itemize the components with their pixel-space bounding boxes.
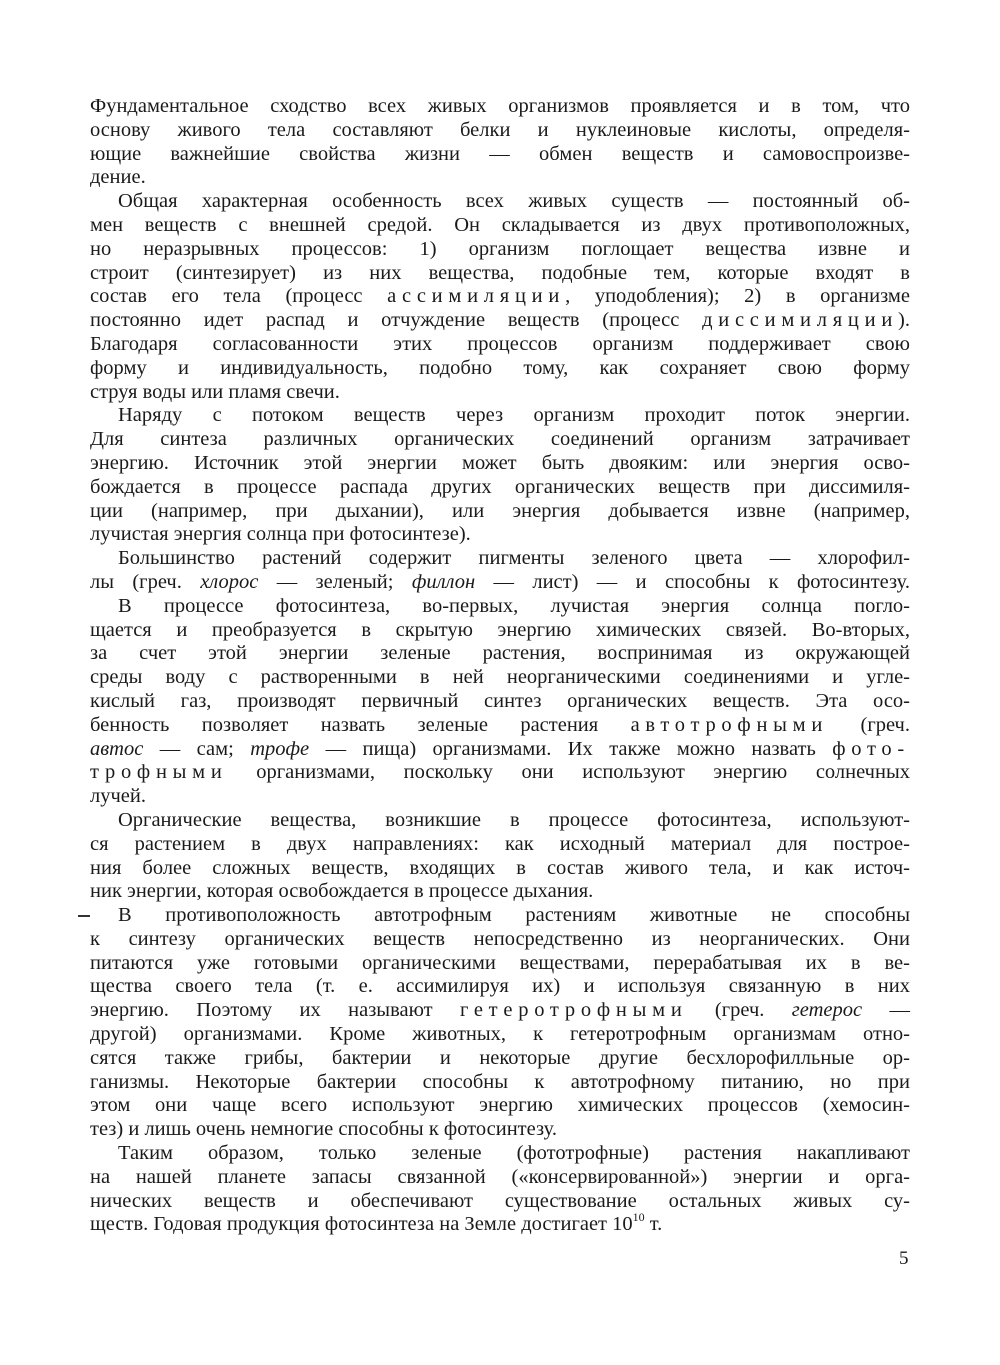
text-line	[90, 1118, 910, 1142]
text-line	[90, 785, 910, 809]
text-line	[90, 595, 910, 619]
paragraph	[90, 595, 910, 809]
text-run: на нашей планете запасы связанной («консервированной») энергии и орга-	[90, 1165, 910, 1188]
text-line	[90, 904, 910, 928]
text-run: — пища) организмами. Их также можно назвать	[309, 737, 833, 760]
text-line	[90, 523, 910, 547]
text-run: ганизмы. Некоторые бактерии способны к автотрофному питанию, но при	[90, 1070, 910, 1093]
text-run: форму и индивидуальность, подобно тому, как сохраняет свою форму	[90, 356, 910, 379]
text-run: Органические вещества, возникшие в процессе фотосинтеза, используют-	[118, 808, 910, 831]
text-line	[90, 214, 910, 238]
text-run: Наряду с потоком веществ через организм проходит поток энергии.	[118, 404, 910, 427]
text-run: (греч.	[687, 999, 792, 1022]
text-run: основу живого тела составляют белки и нуклеиновые кислоты, определя-	[90, 118, 910, 141]
text-line	[90, 857, 910, 881]
text-run: Для синтеза различных органических соединений организм затрачивает	[90, 428, 910, 451]
text-line	[90, 95, 910, 119]
paragraph	[90, 95, 910, 190]
text-line	[90, 1023, 910, 1047]
text-run: , уподобления); 2) в организме	[565, 285, 910, 308]
text-line	[90, 714, 910, 738]
text-run: другой) организмами. Кроме животных, к гетеротрофным организмам отно-	[90, 1023, 910, 1046]
italic-term: филлон	[411, 570, 476, 593]
paragraph	[90, 547, 910, 595]
paragraph	[90, 904, 910, 1142]
paragraph	[90, 1142, 910, 1237]
text-line	[90, 1094, 910, 1118]
text-line	[90, 404, 910, 428]
text-run: Большинство растений содержит пигменты зеленого цвета — хлорофил-	[118, 547, 910, 570]
spaced-term: автотрофными	[630, 713, 829, 736]
text-run: Благодаря согласованности этих процессов организм поддерживает свою	[90, 332, 910, 355]
text-run: этом они чаще всего используют энергию химических процессов (хемосин-	[90, 1094, 910, 1117]
text-run: щается и преобразуется в скрытую энергию химических связей. Во-вторых,	[90, 618, 910, 641]
paragraph	[90, 190, 910, 404]
text-run: т.	[644, 1213, 663, 1236]
text-line	[90, 143, 910, 167]
text-run: за счет этой энергии зеленые растения, воспринимая из окружающей	[90, 642, 910, 665]
text-run: бождается в процессе распада других органических веществ при диссимиля-	[90, 475, 910, 498]
text-line	[90, 809, 910, 833]
text-run: бенность позволяет назвать зеленые растения	[90, 713, 631, 736]
text-run: организмами, поскольку они используют энергию солнечных	[227, 761, 910, 784]
italic-term: трофе	[250, 737, 310, 760]
italic-term: гетерос	[791, 999, 863, 1022]
spaced-term: диссимиляции	[702, 309, 899, 332]
text-run: щества своего тела (т. е. ассимилируя их) и используя связанную в них	[90, 975, 910, 998]
text-run: Фундаментальное сходство всех живых организмов проявляется и в том, что	[90, 95, 910, 117]
text-line	[90, 1190, 910, 1214]
text-line	[90, 619, 910, 643]
italic-term: хлорос	[200, 570, 259, 593]
text-line	[90, 1071, 910, 1095]
text-line	[90, 928, 910, 952]
text-line	[90, 833, 910, 857]
text-run: мен веществ с внешней средой. Он складывается из двух противоположных,	[90, 213, 910, 236]
text-line	[90, 500, 910, 524]
text-run: дение.	[90, 166, 146, 189]
text-line	[90, 547, 910, 571]
text-run: струя воды или пламя свечи.	[90, 380, 340, 403]
text-run: сятся также грибы, бактерии и некоторые другие бесхлорофилльные ор-	[90, 1046, 910, 1069]
text-line	[90, 238, 910, 262]
text-run: (греч.	[828, 713, 910, 736]
text-run: Общая характерная особенность всех живых существ — постоянный об-	[118, 190, 910, 213]
text-line	[90, 285, 910, 309]
text-line	[90, 1142, 910, 1166]
text-line	[90, 357, 910, 381]
paragraph	[90, 404, 910, 547]
text-run: Таким образом, только зеленые (фототрофные) растения накапливают	[118, 1142, 910, 1165]
page-body-text	[90, 95, 910, 1237]
text-run: нических веществ и обеспечивают существование остальных живых су-	[90, 1189, 910, 1212]
text-run: состав его тела (процесс	[90, 285, 388, 308]
text-line	[90, 1210, 910, 1237]
text-run: —	[862, 999, 911, 1022]
spaced-term: гетеротрофными	[459, 999, 688, 1022]
text-run: — лист) — и способны к фотосинтезу.	[475, 570, 910, 593]
text-run: кислый газ, производят первичный синтез органических веществ. Эта осо-	[90, 689, 910, 712]
text-line	[90, 738, 910, 762]
text-line	[90, 880, 910, 904]
italic-term: автос	[90, 737, 144, 760]
text-run: — зеленый;	[258, 570, 412, 593]
page-number: 5	[899, 1248, 909, 1269]
text-run: тез) и лишь очень немногие способны к фотосинтезу.	[90, 1118, 557, 1141]
superscript: 10	[632, 1210, 645, 1225]
paragraph	[90, 809, 910, 904]
text-line	[90, 952, 910, 976]
text-line	[90, 1166, 910, 1190]
text-line	[90, 119, 910, 143]
text-line	[90, 476, 910, 500]
text-line	[90, 428, 910, 452]
text-line	[90, 571, 910, 595]
text-run: В противоположность автотрофным растениям животные не способны	[118, 904, 910, 927]
text-run: энергию. Поэтому их называют	[90, 999, 460, 1022]
text-line	[90, 761, 910, 785]
text-line	[90, 975, 910, 999]
text-line	[90, 333, 910, 357]
text-line	[90, 166, 910, 190]
text-run: но неразрывных процессов: 1) организм поглощает вещества извне и	[90, 237, 910, 260]
text-line	[90, 381, 910, 405]
text-run: ции (например, при дыхании), или энергия добывается извне (например,	[90, 499, 910, 522]
spaced-term: ассимиляции	[387, 285, 566, 308]
text-run: постоянно идет распад и отчуждение веществ (процесс	[90, 309, 703, 332]
text-line	[90, 262, 910, 286]
text-run: лы (греч.	[90, 570, 201, 593]
text-line	[90, 190, 910, 214]
text-run: лучей.	[90, 785, 146, 808]
text-run: энергию. Источник этой энергии может быть двояким: или энергия осво-	[90, 451, 910, 474]
text-run: В процессе фотосинтеза, во-первых, лучистая энергия солнца погло-	[118, 594, 910, 617]
text-run: строит (синтезирует) из них вещества, подобные тем, которые входят в	[90, 261, 910, 284]
text-run: — сам;	[143, 737, 251, 760]
text-run: ся растением в двух направлениях: как исходный материал для построе-	[90, 832, 910, 855]
text-run: лучистая энергия солнца при фотосинтезе).	[90, 523, 471, 546]
text-line	[90, 666, 910, 690]
text-line	[90, 309, 910, 333]
text-line	[90, 690, 910, 714]
spaced-term: трофными	[90, 761, 228, 784]
text-line	[90, 999, 910, 1023]
text-run: среды воду с растворенными в ней неорганическими соединениями и угле-	[90, 666, 910, 689]
spaced-term: фото-	[832, 737, 910, 760]
text-run: ющие важнейшие свойства жизни — обмен веществ и самовоспроизве-	[90, 142, 910, 165]
text-line	[90, 452, 910, 476]
text-run: ).	[898, 309, 910, 332]
text-run: ществ. Годовая продукция фотосинтеза на Земле достигает 10	[90, 1213, 633, 1236]
text-run: ник энергии, которая освобождается в процессе дыхания.	[90, 880, 594, 903]
text-line	[90, 1047, 910, 1071]
text-line	[90, 642, 910, 666]
margin-dash-mark	[78, 915, 90, 917]
text-run: питаются уже готовыми органическими веществами, перерабатывая их в ве-	[90, 951, 910, 974]
text-run: к синтезу органических веществ непосредственно из неорганических. Они	[90, 927, 910, 950]
text-run: ния более сложных веществ, входящих в состав живого тела, и как источ-	[90, 856, 910, 879]
